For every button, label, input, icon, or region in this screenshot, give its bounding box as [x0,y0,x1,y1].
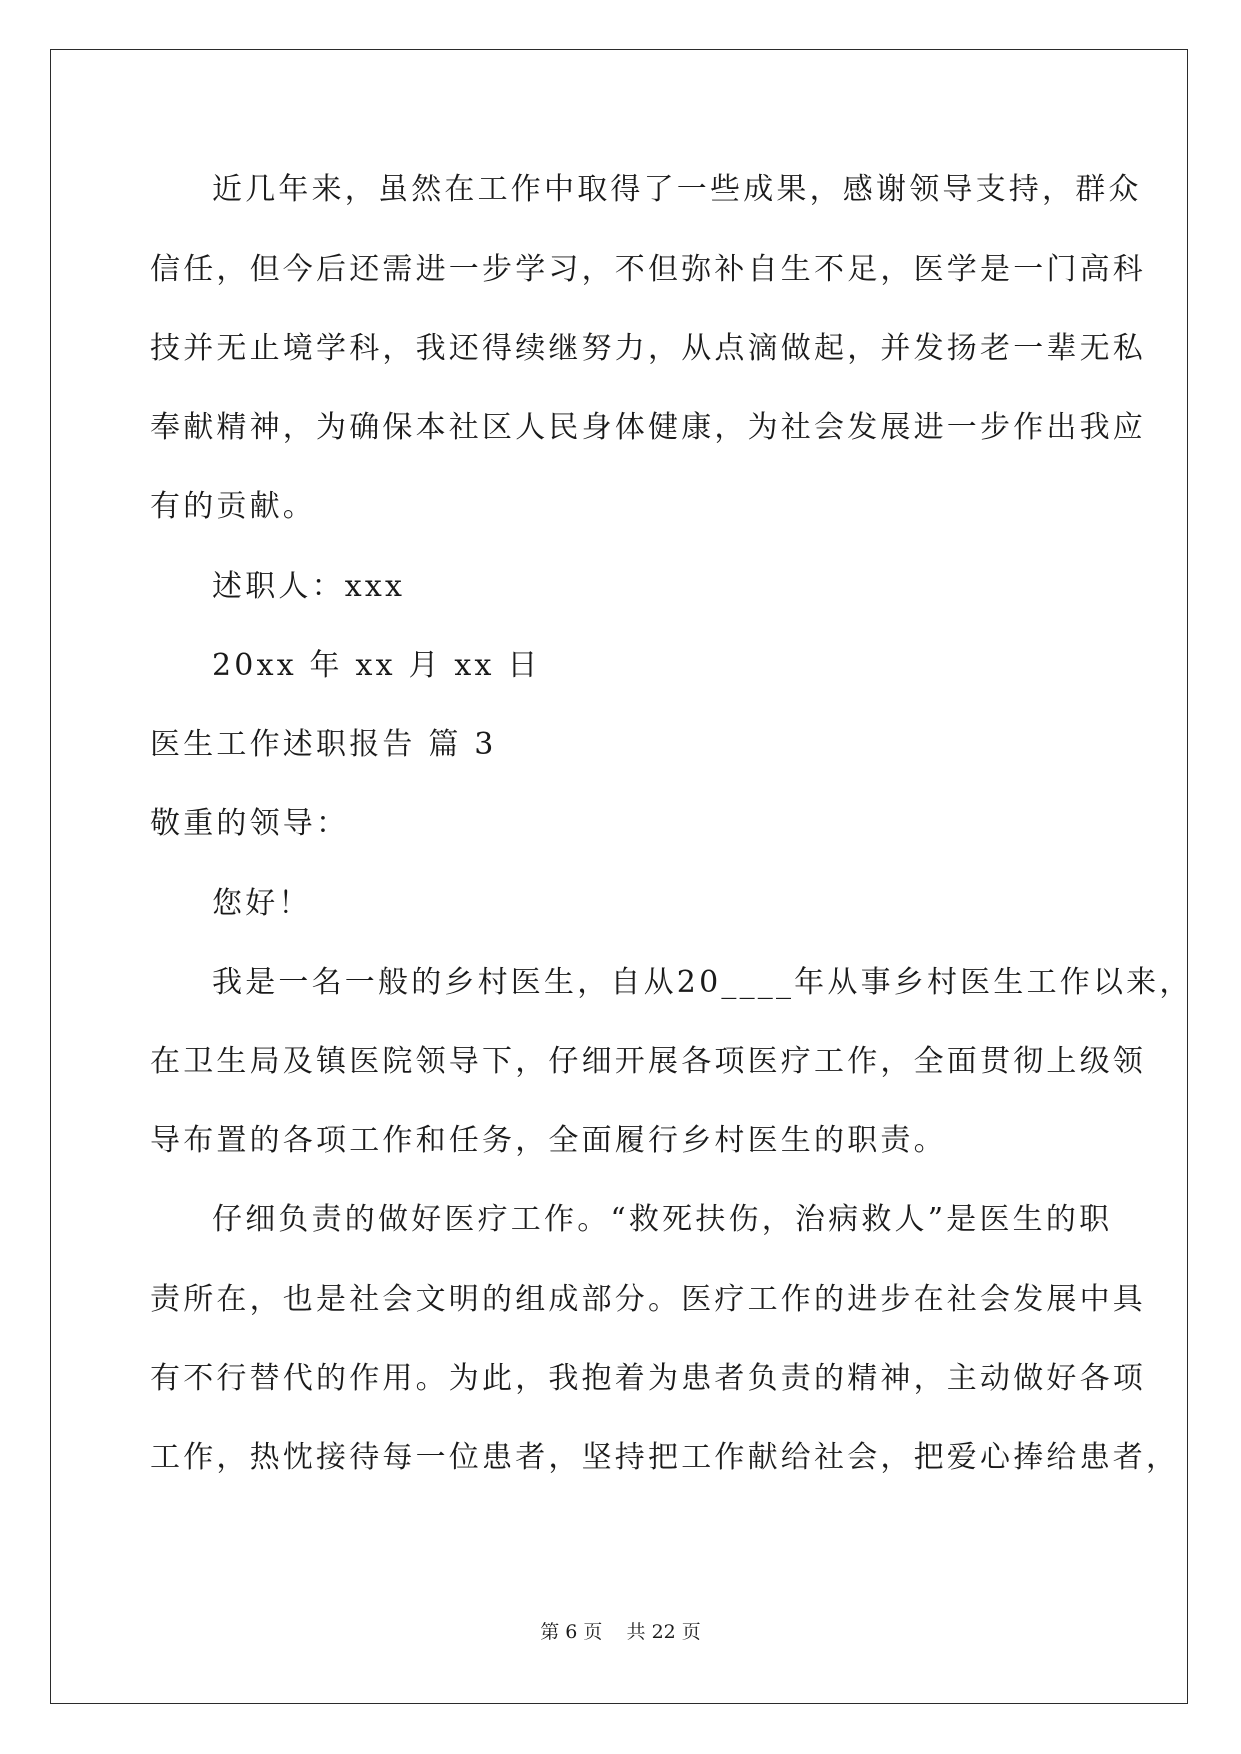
paragraph-line: 技并无止境学科，我还得续继努力，从点滴做起，并发扬老一辈无私 [150,331,1146,366]
greeting: 您好！ [212,886,312,921]
paragraph-line: 责所在，也是社会文明的组成部分。医疗工作的进步在社会发展中具 [150,1282,1146,1317]
date-line: 20xx 年 xx 月 xx 日 [212,648,541,683]
signature-line: 述职人：xxx [212,569,406,604]
paragraph-line: 奉献精神，为确保本社区人民身体健康，为社会发展进一步作出我应 [150,410,1146,445]
paragraph-line: 导布置的各项工作和任务，全面履行乡村医生的职责。 [150,1123,947,1158]
paragraph-line: 有的贡献。 [150,489,316,524]
section-heading: 医生工作述职报告 篇 3 [150,727,497,762]
paragraph-line: 我是一名一般的乡村医生，自从20____年从事乡村医生工作以来， [212,965,1193,1000]
paragraph-line: 有不行替代的作用。为此，我抱着为患者负责的精神，主动做好各项 [150,1361,1146,1396]
paragraph-line: 信任，但今后还需进一步学习，不但弥补自生不足，医学是一门高科 [150,252,1146,287]
paragraph-line: 近几年来，虽然在工作中取得了一些成果，感谢领导支持，群众 [212,172,1142,207]
paragraph-line: 仔细负责的做好医疗工作。“救死扶伤，治病救人”是医生的职 [212,1202,1113,1237]
paragraph-line: 在卫生局及镇医院领导下，仔细开展各项医疗工作，全面贯彻上级领 [150,1044,1146,1079]
salutation: 敬重的领导： [150,806,350,841]
page-number-footer: 第 6 页 共 22 页 [540,1621,701,1643]
paragraph-line: 工作，热忱接待每一位患者，坚持把工作献给社会，把爱心捧给患者， [150,1440,1180,1475]
